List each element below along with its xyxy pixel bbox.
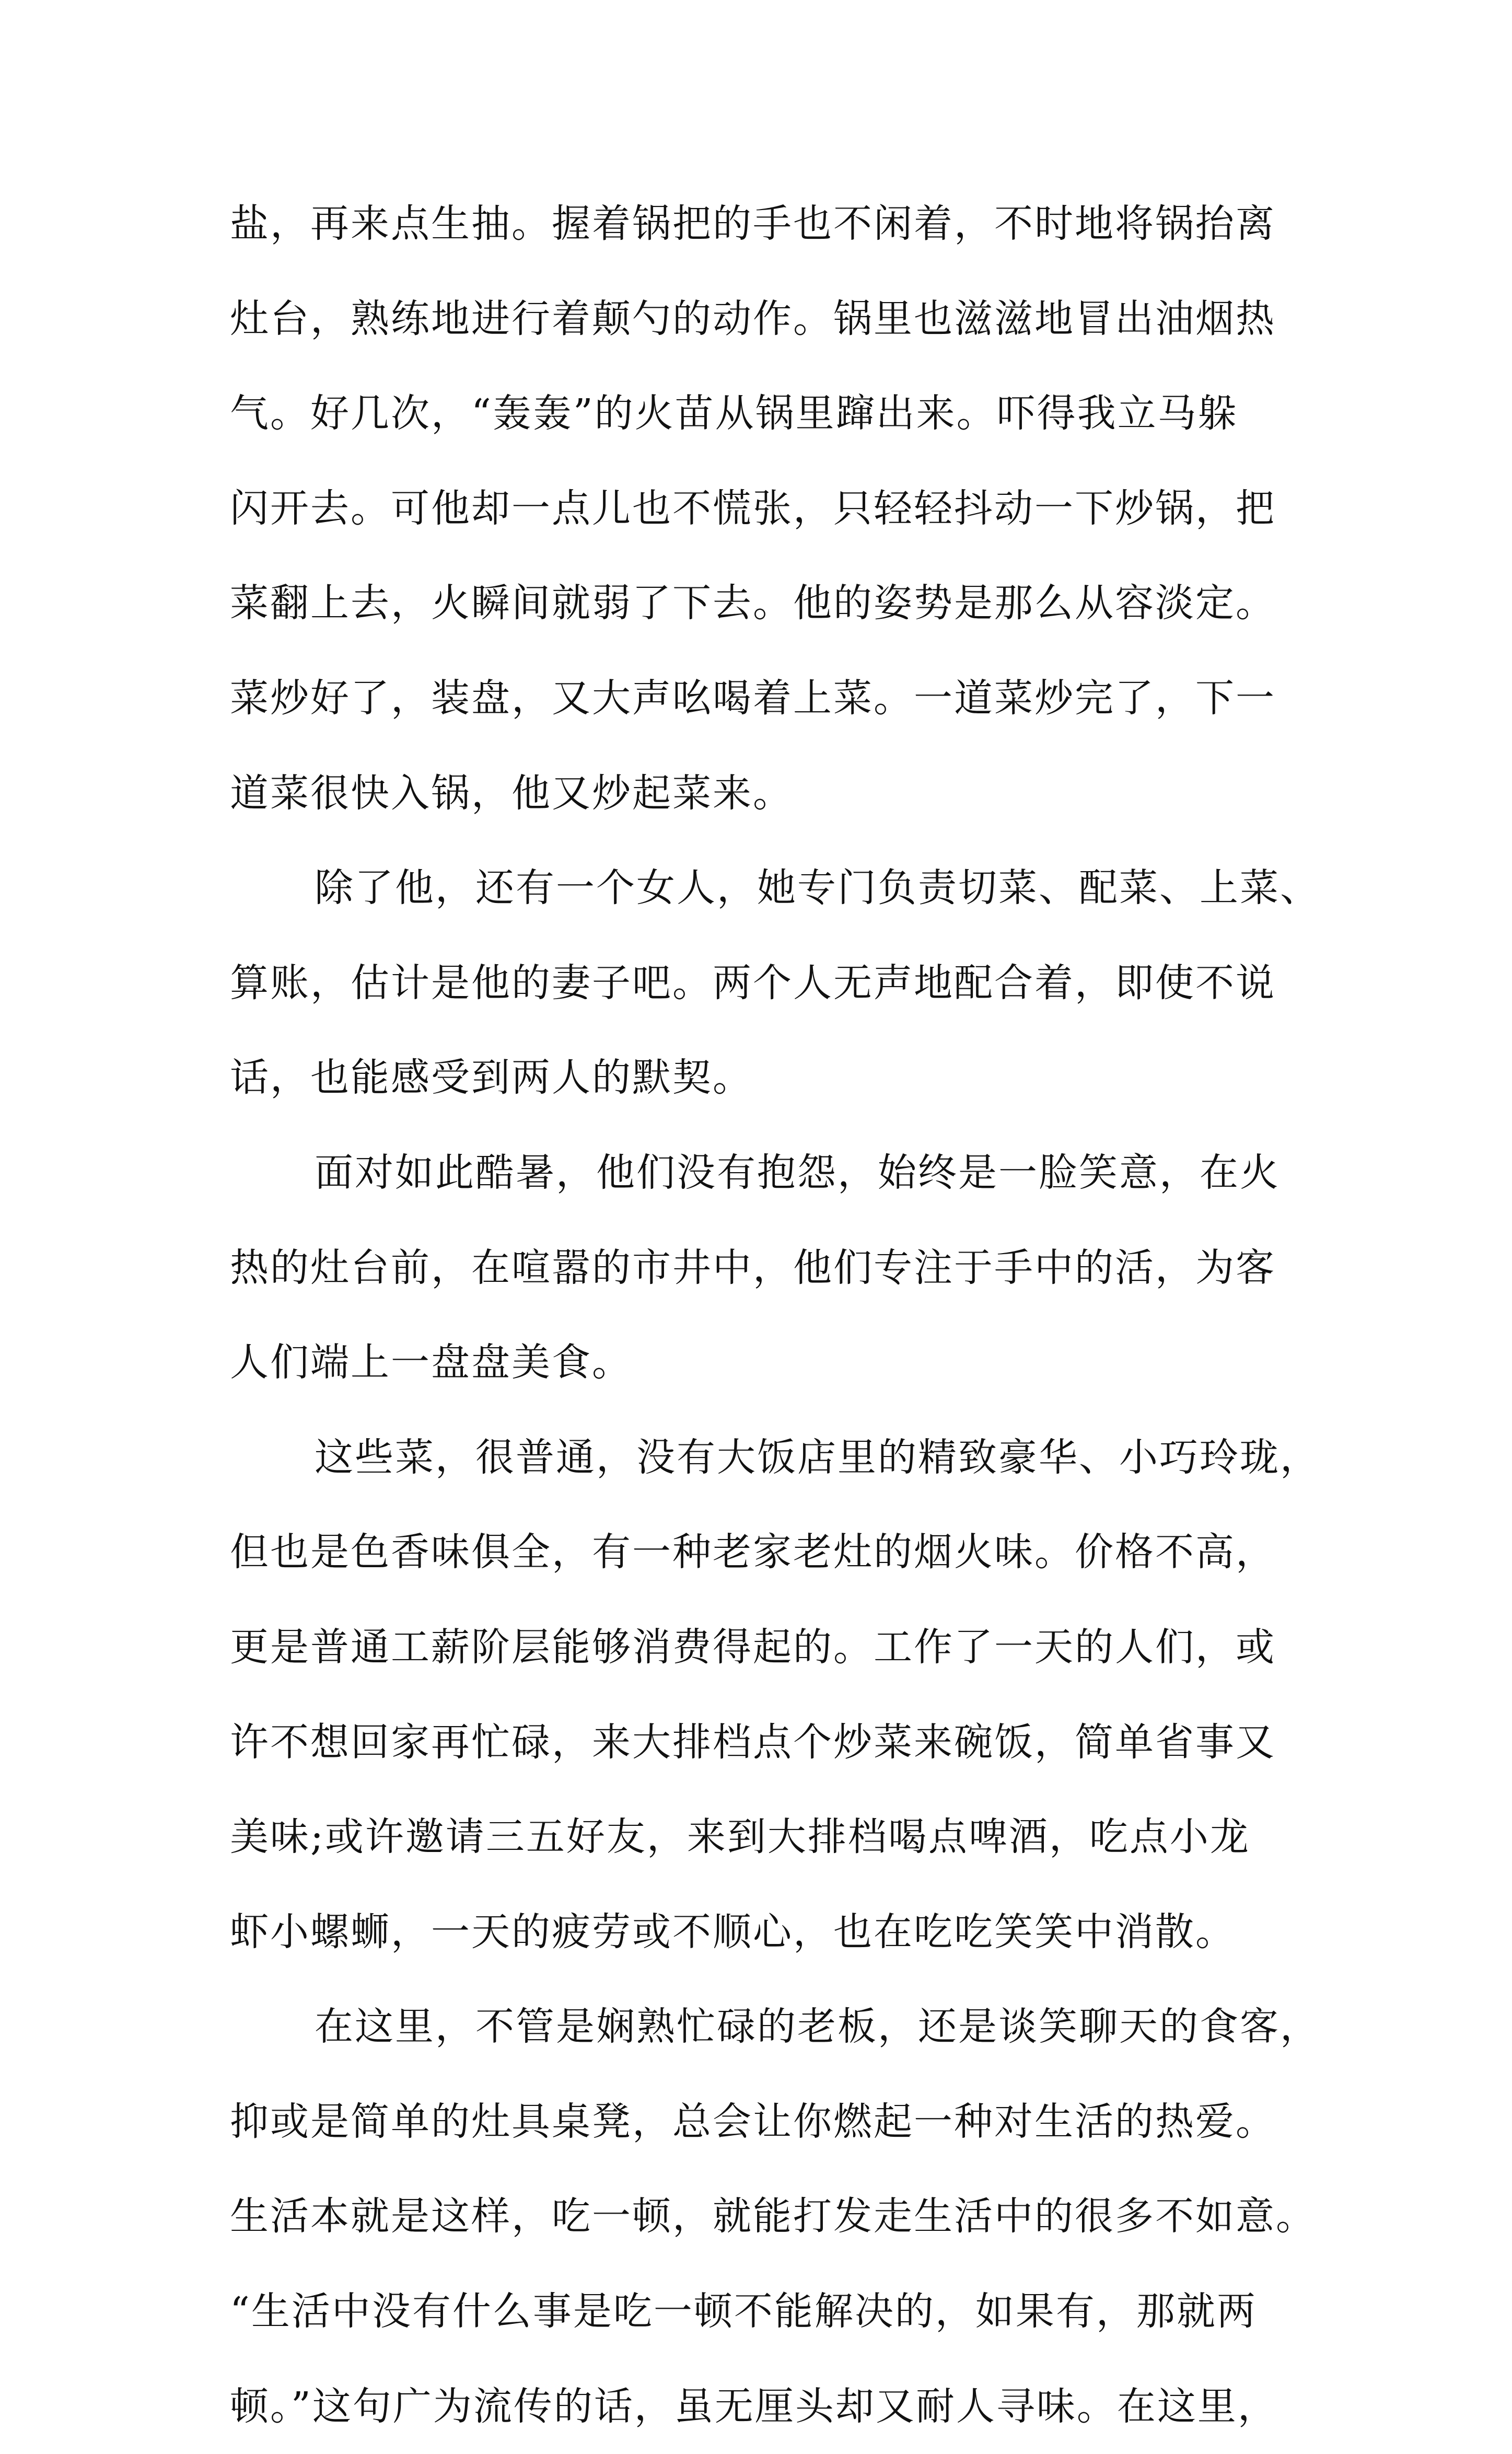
text-line: 但也是色香味俱全，有一种老家老灶的烟火味。价格不高， (230, 1530, 1276, 1575)
text-line: 盐，再来点生抽。握着锅把的手也不闲着，不时地将锅抬离 (230, 201, 1276, 246)
text-line: 许不想回家再忙碌，来大排档点个炒菜来碗饭，简单省事又 (230, 1719, 1276, 1765)
text-line: 道菜很快入锅，他又炒起菜来。 (230, 770, 793, 816)
text-line: 美味;或许邀请三五好友，来到大排档喝点啤酒，吃点小龙 (230, 1814, 1250, 1860)
text-line: 顿。”这句广为流传的话，虽无厘头却又耐人寻味。在这里， (230, 2383, 1278, 2429)
text-line: 灶台，熟练地进行着颠勺的动作。锅里也滋滋地冒出油烟热 (230, 296, 1276, 341)
body-text (230, 177, 1320, 2454)
text-line: 菜炒好了，装盘，又大声吆喝着上菜。一道菜炒完了，下一 (230, 675, 1276, 721)
text-line: 虾小螺蛳，一天的疲劳或不顺心，也在吃吃笑笑中消散。 (230, 1909, 1236, 1954)
text-line: 更是普通工薪阶层能够消费得起的。工作了一天的人们，或 (230, 1624, 1276, 1670)
text-line: 算账，估计是他的妻子吧。两个人无声地配合着，即使不说 (230, 960, 1276, 1005)
paragraph-first-line: 在这里，不管是娴熟忙碌的老板，还是谈笑聊天的食客， (315, 2004, 1320, 2050)
text-line: 人们端上一盘盘美食。 (230, 1340, 632, 1385)
text-line: 热的灶台前，在喧嚣的市井中，他们专注于手中的活，为客 (230, 1245, 1276, 1290)
paragraph-first-line: 这些菜，很普通，没有大饭店里的精致豪华、小巧玲珑， (315, 1434, 1320, 1480)
text-line: 生活本就是这样，吃一顿，就能打发走生活中的很多不如意。 (230, 2194, 1316, 2239)
text-line: 闪开去。可他却一点儿也不慌张，只轻轻抖动一下炒锅，把 (230, 485, 1276, 531)
text-line: 抑或是简单的灶具桌凳，总会让你燃起一种对生活的热爱。 (230, 2099, 1276, 2144)
text-line: 菜翻上去，火瞬间就弱了下去。他的姿势是那么从容淡定。 (230, 581, 1276, 626)
text-line: 气。好几次，“轰轰”的火苗从锅里蹿出来。吓得我立马躲 (230, 391, 1238, 436)
paragraph-first-line: 除了他，还有一个女人，她专门负责切菜、配菜、上菜、 (315, 865, 1320, 911)
paragraph-first-line: 面对如此酷暑，他们没有抱怨，始终是一脸笑意，在火 (315, 1150, 1280, 1195)
text-line: 话，也能感受到两人的默契。 (230, 1055, 753, 1101)
text-line: “生活中没有什么事是吃一顿不能解决的，如果有，那就两 (230, 2289, 1257, 2334)
